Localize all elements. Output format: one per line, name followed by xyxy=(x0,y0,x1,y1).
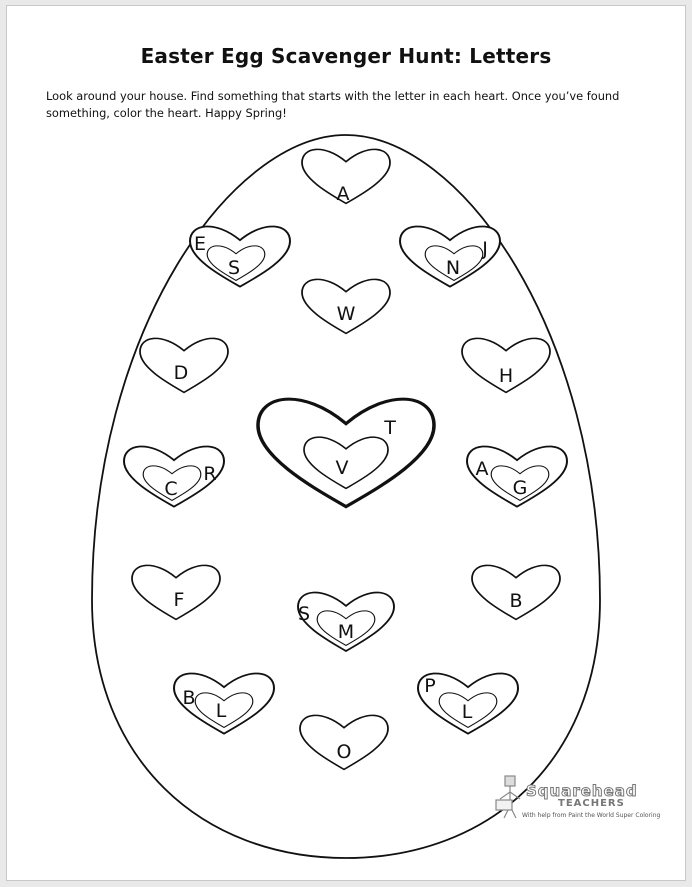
heart-letter: F xyxy=(173,589,185,611)
heart-outer-letter: J xyxy=(482,238,488,260)
heart-outer-letter: E xyxy=(193,233,207,255)
heart-inner-letter: C xyxy=(164,478,178,500)
heart-inner-letter: L xyxy=(215,700,227,722)
instructions-line-1: Look around your house. Find something that starts with the letter in each heart. Once you’ve found xyxy=(46,89,620,103)
heart-inner-letter: N xyxy=(445,257,461,279)
heart-letter: W xyxy=(336,303,356,325)
heart-outer-letter: R xyxy=(203,463,217,485)
heart-outer-letter: S xyxy=(297,603,311,625)
heart-inner-letter: M xyxy=(337,621,355,643)
logo-credit: With help from Paint the World Super Coloring xyxy=(522,812,661,819)
logo-name-top: Squarehead xyxy=(526,782,638,800)
heart-letter: O xyxy=(336,741,352,763)
heart-outer-letter: A xyxy=(475,458,489,480)
heart-inner-letter: V xyxy=(335,457,349,479)
instructions-line-2: something, color the heart. Happy Spring! xyxy=(46,106,287,120)
heart-letter: A xyxy=(336,183,350,205)
logo-name-bottom: TEACHERS xyxy=(558,798,625,809)
heart-letter: B xyxy=(509,590,523,612)
heart-inner-letter: G xyxy=(512,477,528,499)
heart-letter: D xyxy=(173,362,189,384)
heart-inner-letter: L xyxy=(461,701,473,723)
page-title: Easter Egg Scavenger Hunt: Letters xyxy=(140,44,552,68)
heart-outer-letter: B xyxy=(182,687,196,709)
heart-letter: H xyxy=(498,365,514,387)
heart-outer-letter: T xyxy=(384,417,396,439)
heart-inner-letter: S xyxy=(227,257,241,279)
heart-outer-letter: P xyxy=(424,675,436,697)
